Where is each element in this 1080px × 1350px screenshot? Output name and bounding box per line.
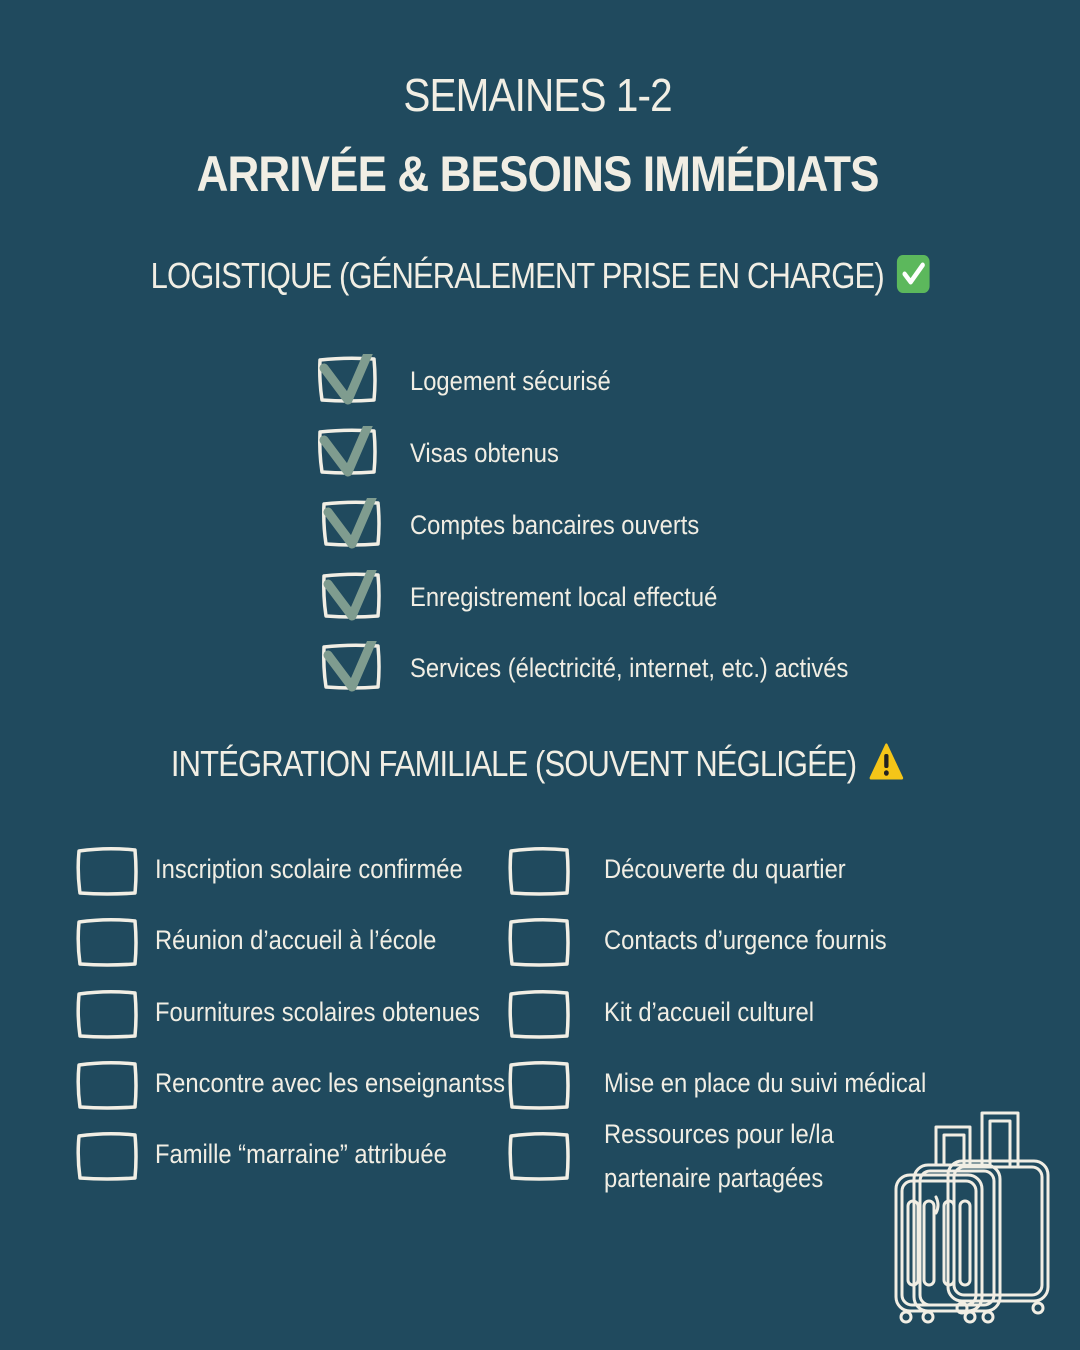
warning-icon [869,743,903,781]
empty-checkbox-icon [75,1058,139,1112]
checked-box-icon [320,498,384,550]
checklist-item-label: Fournitures scolaires obtenues [155,997,480,1027]
checked-box-icon [316,354,380,406]
empty-checkbox-icon [75,844,139,898]
checklist-item-label: Kit d’accueil culturel [604,997,814,1027]
checklist-item[interactable] [310,627,910,687]
page-title: ARRIVÉE & BESOINS IMMÉDIATS [196,146,879,202]
checked-box-icon [320,641,384,693]
checklist-item[interactable] [310,340,910,400]
checklist-item[interactable] [75,840,535,900]
empty-checkbox-icon [507,915,571,969]
checklist-item-label: Découverte du quartier [604,854,846,884]
checklist-item-label: Inscription scolaire confirmée [155,854,463,884]
checklist-item-label: Comptes bancaires ouverts [410,510,700,540]
checklist-item[interactable] [310,556,910,616]
empty-checkbox-icon [507,1129,571,1183]
weeks-label: SEMAINES 1-2 [403,69,672,121]
empty-checkbox-icon [75,1129,139,1183]
checklist-item-label: Visas obtenus [410,438,559,468]
checklist-item-label: Services (électricité, internet, etc.) activés [410,653,849,683]
checklist-item-label: Logement sécurisé [410,366,611,396]
luggage-icon [890,1105,1060,1325]
empty-checkbox-icon [507,844,571,898]
checklist-item[interactable] [507,840,967,900]
empty-checkbox-icon [75,987,139,1041]
checked-box-icon [320,570,384,622]
checklist-item-label: Contacts d’urgence fournis [604,925,887,955]
logistics-heading-text: LOGISTIQUE (GÉNÉRALEMENT PRISE EN CHARGE) [150,255,884,296]
family-heading-text: INTÉGRATION FAMILIALE (SOUVENT NÉGLIGÉE) [170,743,857,784]
checklist-item[interactable] [507,983,967,1043]
checklist-item[interactable] [310,412,910,472]
checklist-item[interactable] [75,911,535,971]
checklist-item-label-line1: Ressources pour le/la [604,1119,834,1149]
family-heading [73,743,1002,785]
checklist-item[interactable] [75,1125,535,1185]
checklist-item-label-line2: partenaire partagées [604,1163,824,1193]
empty-checkbox-icon [507,1058,571,1112]
checklist-item-label: Famille “marraine” attribuée [155,1139,447,1169]
checklist-item[interactable] [507,911,967,971]
checklist-item-label: Mise en place du suivi médical [604,1068,927,1098]
empty-checkbox-icon [75,915,139,969]
checklist-item-label: Réunion d’accueil à l’école [155,925,437,955]
checklist-item[interactable] [310,484,910,544]
check-mark-button-icon [897,255,930,293]
logistics-heading [76,255,1005,297]
empty-checkbox-icon [507,987,571,1041]
checked-box-icon [316,426,380,478]
checklist-item-label: Enregistrement local effectué [410,582,718,612]
checklist-item[interactable] [75,983,535,1043]
checklist-item[interactable] [75,1054,535,1114]
checklist-item-label: Rencontre avec les enseignantss [155,1068,506,1098]
